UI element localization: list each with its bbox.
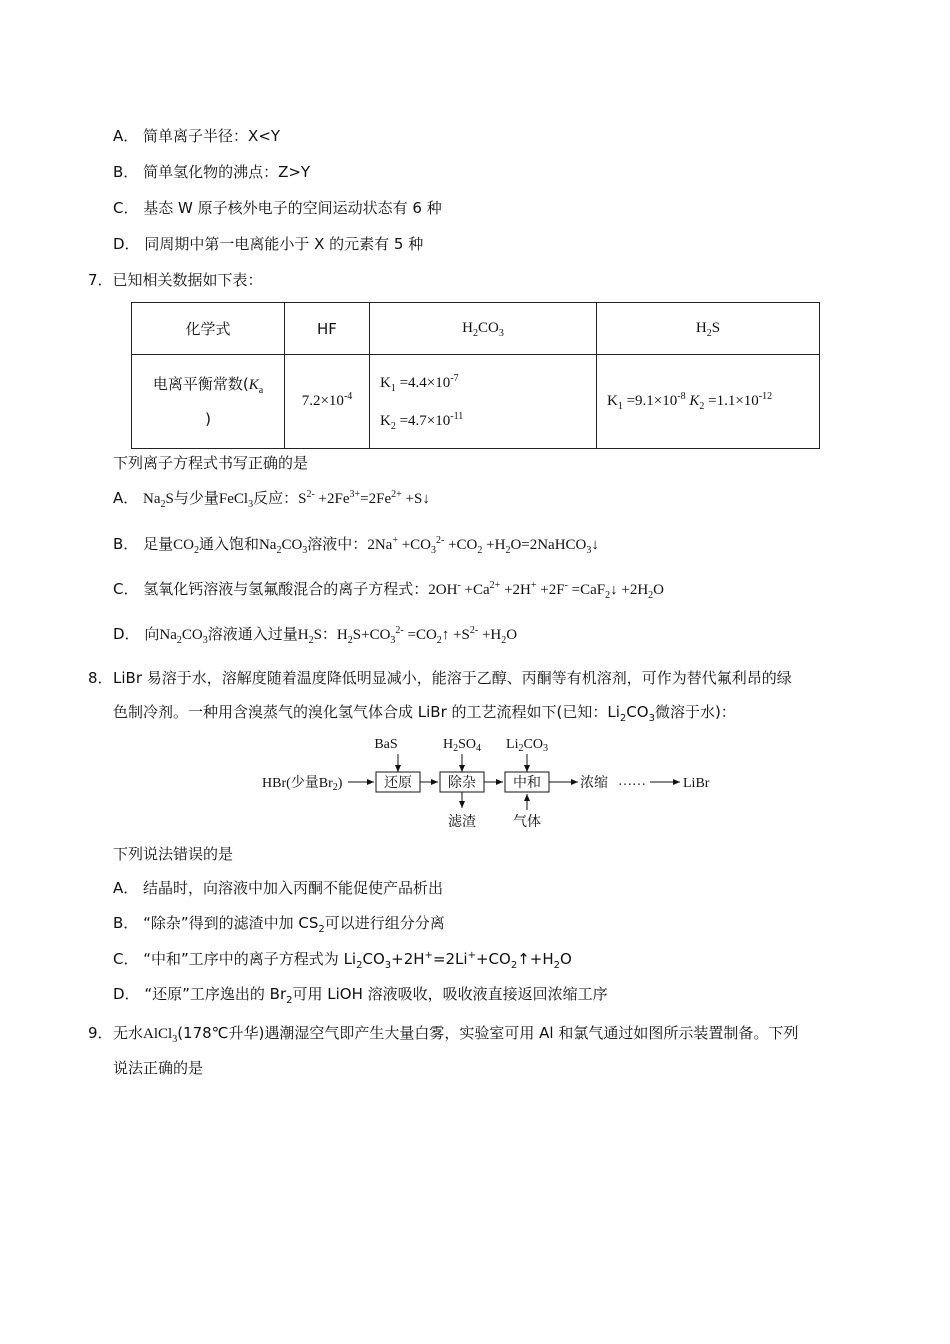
q7-prompt: 下列离子方程式书写正确的是	[113, 454, 309, 472]
q7-option-a: A． $Na_2S$与少量FeCl$_3$反应：$S^{2-} +2Fe^{3+}=2Fe^{2+}$ +S↓	[113, 489, 430, 510]
output-residue: 滤渣	[448, 815, 476, 830]
table-header-hf: HF	[285, 303, 370, 355]
process-flow-diagram	[260, 734, 740, 834]
table-header-formula: 化学式	[132, 303, 285, 355]
q6-option-d: D． 同周期中第一电离能小于 X 的元素有 5 种	[113, 235, 424, 253]
q8-option-c: C． “中和”工序中的离子方程式为 $Li_2CO_3+2H^+=2Li^++CO_2↑+H_2O$	[113, 950, 572, 971]
q7-option-b: B． 足量$CO_2$通入饱和$Na_2CO_3$溶液中：$2Na^+ +CO_3^{2-} +CO_2$ $+H_2O=2NaHCO_3↓$	[113, 535, 599, 556]
output-gas: 气体	[513, 815, 541, 830]
step-concentration: 浓缩	[580, 776, 608, 791]
reagent-bas: BaS	[374, 737, 398, 752]
ionization-constant-table	[131, 302, 820, 449]
table-header-h2co3: $H_2CO_3$	[370, 303, 597, 355]
q8-stem: LiBr 易溶于水，溶解度随着温度降低明显减小，能溶于乙醇、丙酮等有机溶剂，可作为替代氟利昂的绿 色制冷剂。一种用含溴蒸气的溴化氢气体合成 LiBr 的工艺流程如下(已知：$Li_2CO_3$微溶于水)：	[113, 669, 792, 724]
flow-ellipsis: ……	[618, 774, 646, 789]
q8-number: 8．	[88, 669, 113, 687]
q7-option-d: D． 向$Na_2CO_3$溶液通入过量$H_2S$：$H_2S+CO_3^{2-}$ $=CO_2↑ +S^{2-} +H_2O$	[113, 625, 518, 646]
step-neutralization: 中和	[513, 776, 541, 791]
q7-stem: 7．已知相关数据如下表：	[88, 271, 263, 289]
q8-option-b: B． “除杂”得到的滤渣中加 $CS_2$可以进行组分分离	[113, 914, 445, 935]
flow-input: HBr(少量$Br_2$)	[262, 776, 343, 793]
q6-option-c: C． 基态 W 原子核外电子的空间运动状态有 6 种	[113, 199, 442, 217]
flow-product: LiBr	[683, 776, 710, 791]
q7-option-c: C． 氢氧化钙溶液与氢氟酸混合的离子方程式：$2OH^- +Ca^{2+} +2H^+ +2F^-$ =CaF$_2$↓ $+2H_2O$	[113, 580, 665, 601]
step-reduction: 还原	[384, 776, 412, 791]
reagent-h2so4: $H_2SO_4$	[442, 737, 482, 754]
h2co3-ka-values: $K_1 =4.4\times 10^{-7}$ $K_2 =4.7\times 10^{-11}$	[370, 355, 597, 449]
q9-number: 9．	[88, 1024, 113, 1042]
q8-prompt: 下列说法错误的是	[113, 845, 234, 863]
step-impurity-removal: 除杂	[448, 776, 476, 791]
h2s-ka-values: $K_1 =9.1\times 10^{-8}$ $K_2 =1.1\times 10^{-12}$	[597, 355, 820, 449]
q6-option-a: A． 简单离子半径：X<Y	[113, 127, 281, 145]
q8-option-a: A． 结晶时，向溶液中加入丙酮不能促使产品析出	[113, 879, 444, 897]
q6-option-b: B． 简单氢化物的沸点：Z>Y	[113, 163, 311, 181]
table-header-h2s: $H_2S$	[597, 303, 820, 355]
hf-ka-value: $7.2\times 10^{-4}$	[285, 355, 370, 449]
reagent-li2co3: $Li_2CO_3$	[506, 737, 548, 754]
q8-option-d: D． “还原”工序逸出的 $Br_2$可用 LiOH 溶液吸收，吸收液直接返回浓缩工序	[113, 985, 608, 1006]
table-row-label: 电离平衡常数($K_a$ )	[132, 355, 285, 449]
q9-stem: 无水AlCl$_3$(178℃升华)遇潮湿空气即产生大量白雾，实验室可用 Al 和氯气通过如图所示装置制备。下列 说法正确的是	[113, 1024, 799, 1077]
